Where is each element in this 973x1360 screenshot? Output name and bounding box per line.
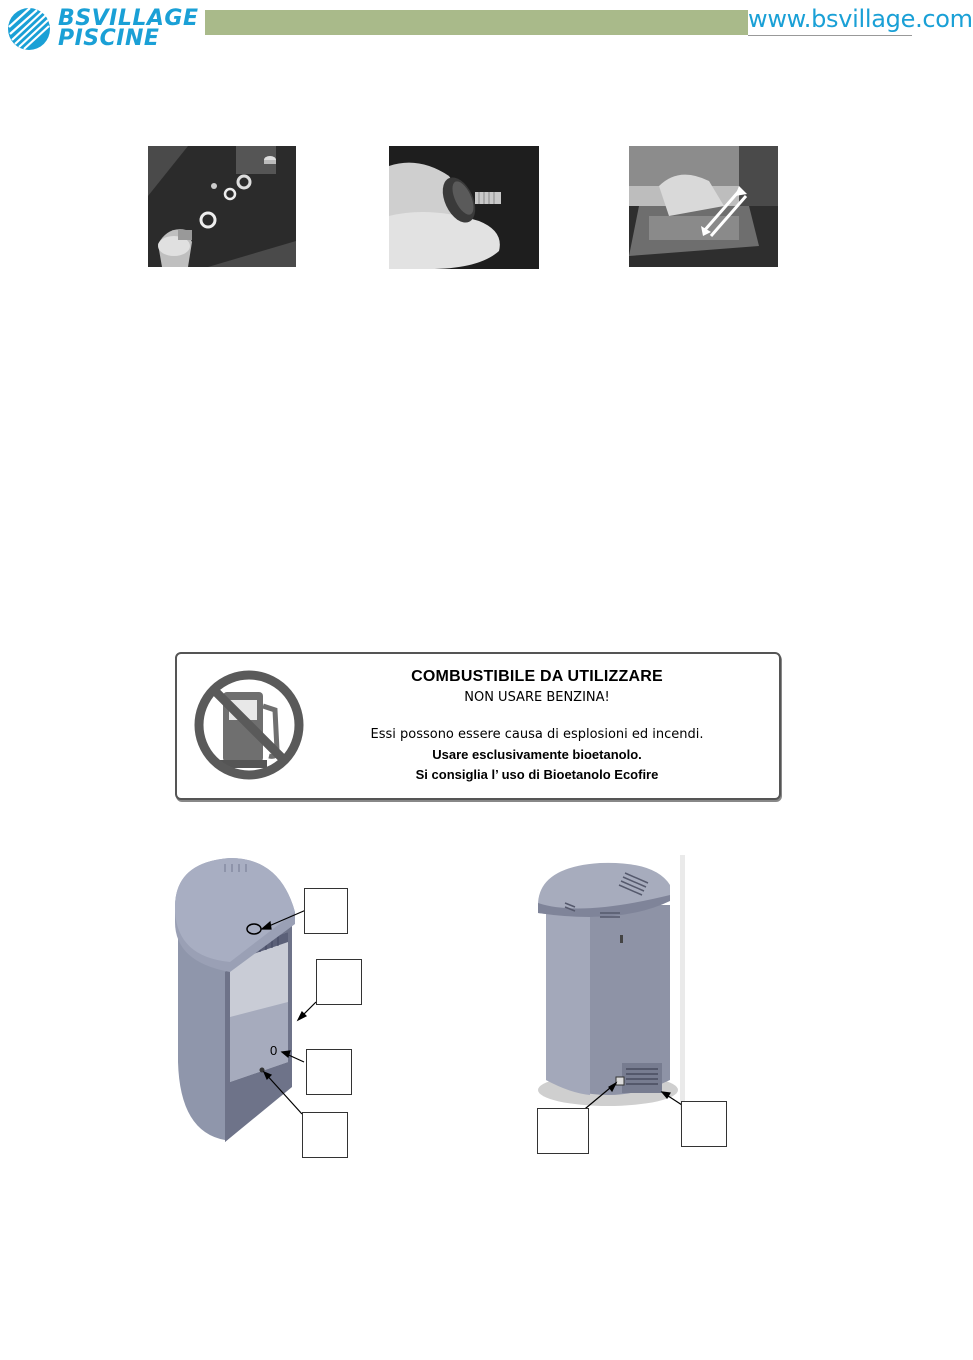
- warning-subtitle: NON USARE BENZINA!: [464, 690, 610, 705]
- callout-box-2: [316, 959, 362, 1005]
- callout-box-1: [304, 888, 348, 934]
- stove-rear-diagram: [530, 855, 690, 1115]
- callout-box-4: [302, 1112, 348, 1158]
- warning-bold-line-2: Si consiglia l’ uso di Bioetanolo Ecofire: [415, 767, 659, 782]
- website-link[interactable]: www.bsvillage.com: [748, 5, 973, 33]
- warning-body: Essi possono essere causa di esplosioni ed incendi.: [370, 727, 704, 742]
- logo-line-1: BSVILLAGE: [58, 6, 199, 31]
- fuel-warning-box: [175, 652, 781, 800]
- logo-globe-icon: [6, 6, 52, 52]
- burner-sliding-photo: [629, 146, 778, 267]
- page-header: [0, 0, 973, 60]
- warning-title: COMBUSTIBILE DA UTILIZZARE: [411, 668, 663, 685]
- url-underline: [748, 35, 912, 36]
- screws-and-knob-photo: [148, 146, 296, 267]
- logo-line-2: PISCINE: [58, 26, 160, 51]
- callout-box-5: [537, 1108, 589, 1154]
- bsvillage-logo[interactable]: [6, 6, 206, 52]
- hand-screw-knob-photo: [389, 146, 539, 269]
- callout-box-3: [306, 1049, 352, 1095]
- diagram-label-zero: 0: [270, 1043, 278, 1058]
- warning-bold-line-1: Usare esclusivamente bioetanolo.: [432, 747, 642, 762]
- callout-box-6: [681, 1101, 727, 1147]
- no-petrol-icon: [193, 662, 305, 788]
